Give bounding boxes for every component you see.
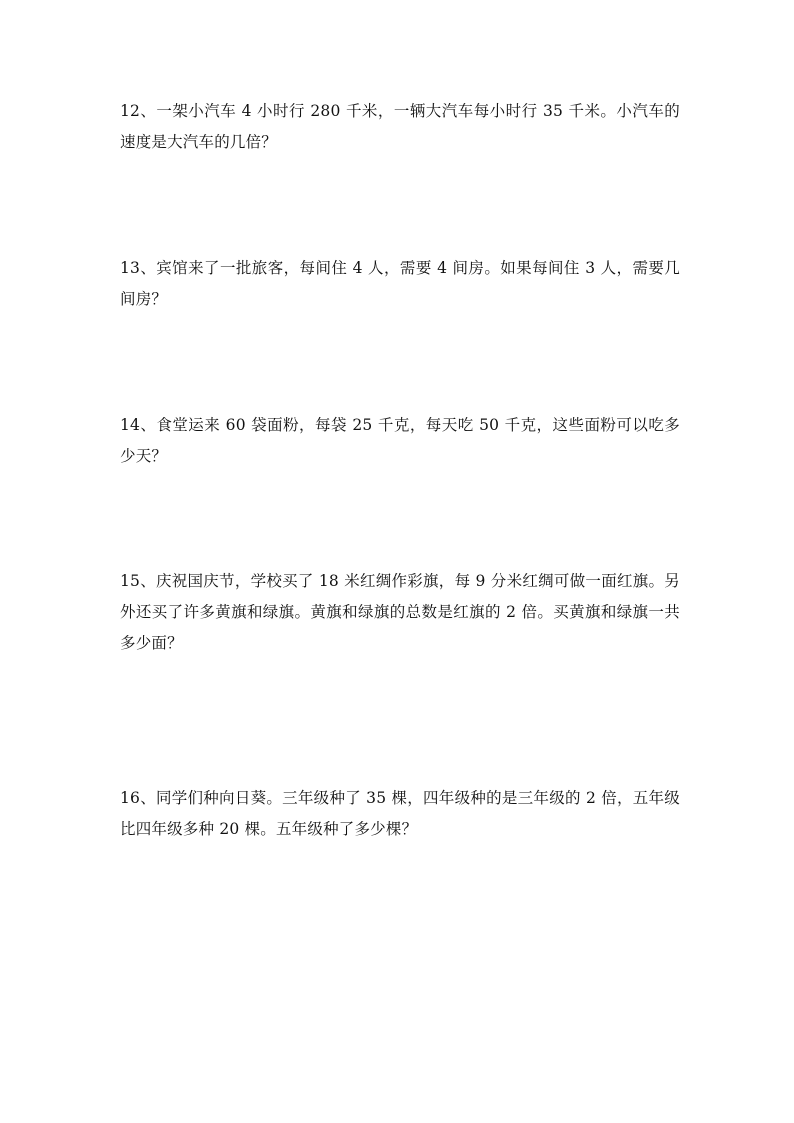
problem-14: 14、食堂运来 60 袋面粉，每袋 25 千克，每天吃 50 千克，这些面粉可以吃多少天？ [120,416,680,465]
problem-15: 15、庆祝国庆节，学校买了 18 米红绸作彩旗，每 9 分米红绸可做一面红旗。另外还买了许多黄旗和绿旗。黄旗和绿旗的总数是红旗的 2 倍。买黄旗和绿旗一共多少面？ [120,572,680,652]
problem-16: 16、同学们种向日葵。三年级种了 35 棵，四年级种的是三年级的 2 倍，五年级比四年级多种 20 棵。五年级种了多少棵？ [120,789,680,838]
problem-13: 13、宾馆来了一批旅客，每间住 4 人，需要 4 间房。如果每间住 3 人，需要几间房？ [120,259,680,308]
problem-12: 12、一架小汽车 4 小时行 280 千米，一辆大汽车每小时行 35 千米。小汽车的速度是大汽车的几倍？ [120,102,680,151]
